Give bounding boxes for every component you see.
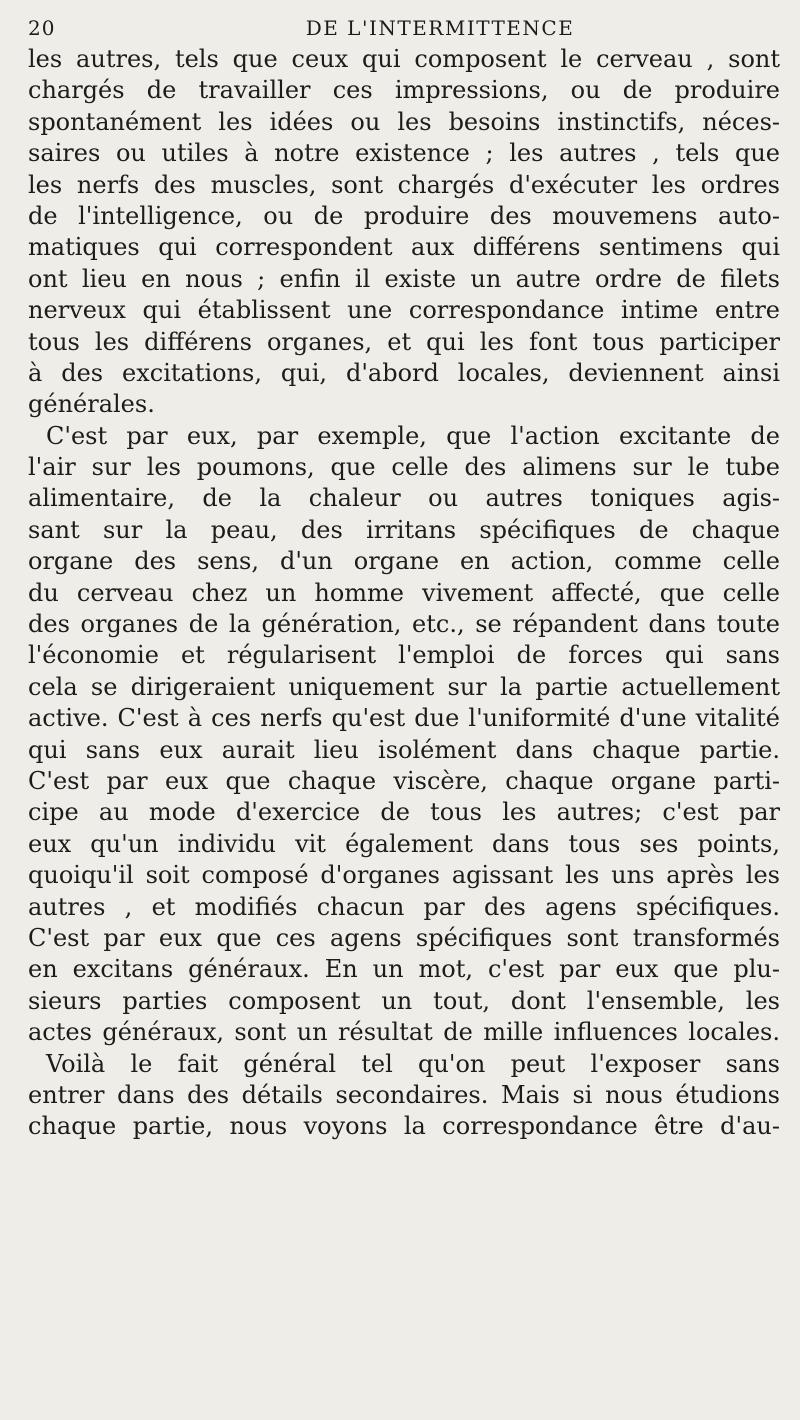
text-line: matiques qui correspondent aux différens sentimens qui [28, 233, 780, 262]
text-line: C'est par eux que ces agens spécifiques sont transformés [28, 923, 780, 952]
text-line: Voilà le fait général tel qu'on peut l'exposer sans [46, 1049, 780, 1078]
text-line: générales. [28, 390, 155, 419]
text-line: des organes de la génération, etc., se répandent dans toute [28, 610, 780, 639]
text-line: quoiqu'il soit composé d'organes agissant les uns après les [28, 861, 780, 890]
text-line: organe des sens, d'un organe en action, comme celle [28, 547, 780, 576]
text-line: eux qu'un individu vit également dans tous ses points, [28, 829, 780, 858]
text-line: actes généraux, sont un résultat de mille influences locales. [28, 1018, 780, 1047]
text-line: autres , et modifiés chacun par des agens spécifiques. [28, 892, 780, 921]
text-line: de l'intelligence, ou de produire des mouvemens auto- [28, 201, 780, 230]
text-line: du cerveau chez un homme vivement affecté, que celle [28, 578, 780, 607]
text-line: C'est par eux que chaque viscère, chaque organe parti- [28, 766, 780, 795]
text-line: qui sans eux aurait lieu isolément dans chaque partie. [28, 735, 780, 764]
text-line: tous les différens organes, et qui les font tous participer [28, 327, 780, 356]
text-line: l'économie et régularisent l'emploi de forces qui sans [28, 641, 780, 670]
page-number: 20 [28, 16, 56, 40]
text-line: C'est par eux, par exemple, que l'action excitante de [46, 421, 780, 450]
text-line: à des excitations, qui, d'abord locales, deviennent ainsi [28, 358, 780, 387]
text-line: cela se dirigeraient uniquement sur la partie actuellement [28, 672, 780, 701]
text-line: active. C'est à ces nerfs qu'est due l'uniformité d'une vitalité [28, 704, 780, 733]
text-line: saires ou utiles à notre existence ; les autres , tels que [28, 139, 780, 168]
page-header [28, 16, 772, 46]
text-line: les nerfs des muscles, sont chargés d'exécuter les ordres [28, 170, 780, 199]
text-line: sieurs parties composent un tout, dont l'ensemble, les [28, 986, 780, 1015]
text-line: nerveux qui établissent une correspondance intime entre [28, 296, 780, 325]
text-line: l'air sur les poumons, que celle des alimens sur le tube [28, 453, 780, 482]
text-line: les autres, tels que ceux qui composent le cerveau , sont [28, 45, 780, 73]
text-line: cipe au mode d'exercice de tous les autres; c'est par [28, 798, 780, 827]
text-line: sant sur la peau, des irritans spécifiques de chaque [28, 515, 780, 544]
text-line: ont lieu en nous ; enfin il existe un autre ordre de filets [28, 264, 780, 293]
text-line: chargés de travailler ces impressions, ou de produire [28, 76, 780, 105]
text-line: chaque partie, nous voyons la correspondance être d'au- [28, 1112, 780, 1141]
text-line: entrer dans des détails secondaires. Mais si nous étudions [28, 1080, 780, 1109]
text-line: en excitans généraux. En un mot, c'est par eux que plu- [28, 955, 780, 984]
body-text [28, 44, 780, 1143]
text-line: alimentaire, de la chaleur ou autres toniques agis- [28, 484, 780, 513]
text-line: spontanément les idées ou les besoins instinctifs, néces- [28, 107, 780, 136]
running-head: DE L'INTERMITTENCE [305, 16, 575, 40]
